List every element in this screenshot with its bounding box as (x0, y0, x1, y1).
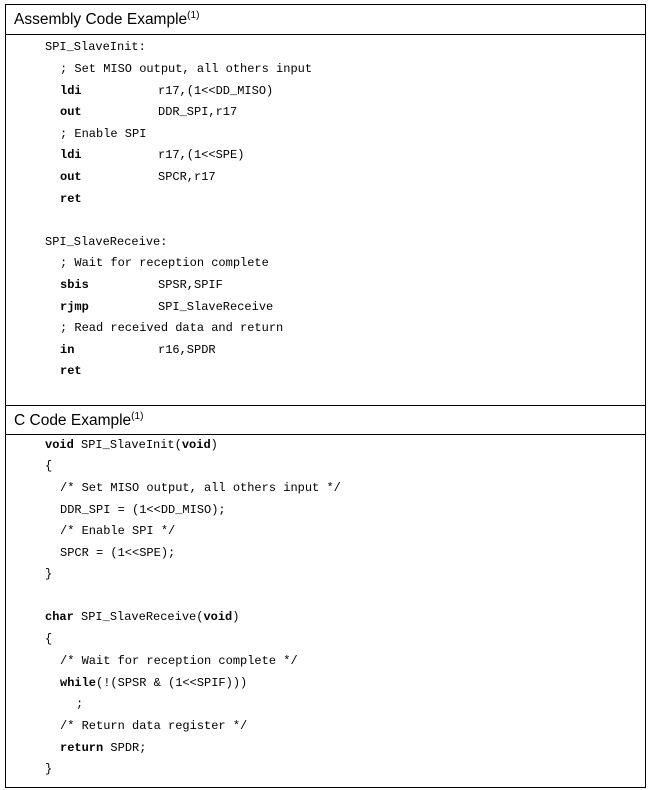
c-brace: } (45, 762, 53, 776)
asm-label-slaveinit: SPI_SlaveInit: (45, 40, 146, 54)
c-statement (60, 675, 247, 691)
asm-instruction: ldi (60, 148, 82, 162)
c-keyword: void (181, 438, 211, 452)
asm-operand: r17,(1<<SPE) (158, 148, 245, 162)
c-keyword: char (45, 610, 74, 624)
c-statement (60, 740, 146, 756)
asm-comment: ; Set MISO output, all others input (60, 62, 313, 76)
c-function-signature (45, 609, 239, 625)
asm-operand: r17,(1<<DD_MISO) (158, 84, 274, 98)
asm-operand: SPCR,r17 (158, 170, 216, 184)
assembly-title-note: (1) (187, 10, 200, 21)
asm-instruction: in (60, 343, 75, 357)
asm-line (60, 104, 238, 120)
asm-instruction: sbis (60, 278, 89, 292)
asm-instruction: ldi (60, 84, 82, 98)
asm-operand: SPI_SlaveReceive (158, 300, 274, 314)
c-comment: /* Set MISO output, all others input */ (60, 481, 341, 495)
c-brace: { (45, 459, 53, 473)
c-brace: { (45, 632, 53, 646)
c-statement: SPCR = (1<<SPE); (60, 546, 176, 560)
c-keyword: return (60, 741, 104, 755)
asm-operand: DDR_SPI,r17 (158, 105, 238, 119)
c-title-note: (1) (131, 411, 144, 422)
c-header (6, 405, 645, 435)
asm-line (60, 277, 223, 293)
assembly-title: Assembly Code Example (14, 11, 188, 28)
assembly-header (6, 5, 645, 35)
asm-line (60, 342, 216, 358)
asm-instruction: out (60, 170, 82, 184)
asm-comment: ; Enable SPI (60, 127, 147, 141)
asm-comment: ; Wait for reception complete (60, 256, 269, 270)
code-example-table (5, 4, 646, 788)
c-return-value: SPDR; (103, 741, 147, 755)
c-condition: (!(SPSR & (1<<SPIF))) (96, 676, 248, 690)
asm-line (60, 83, 274, 99)
c-code-block (6, 435, 645, 787)
assembly-code-block (6, 35, 645, 405)
asm-line (60, 169, 216, 185)
asm-comment: ; Read received data and return (60, 321, 284, 335)
asm-line (60, 147, 245, 163)
c-keyword: while (60, 676, 97, 690)
c-function-signature (45, 437, 218, 453)
asm-operand: SPSR,SPIF (158, 278, 223, 292)
c-brace: } (45, 567, 53, 581)
c-empty-statement: ; (76, 697, 84, 711)
asm-instruction: out (60, 105, 82, 119)
c-paren: ) (232, 610, 240, 624)
c-statement: DDR_SPI = (1<<DD_MISO); (60, 503, 226, 517)
asm-operand: r16,SPDR (158, 343, 216, 357)
asm-label-slavereceive: SPI_SlaveReceive: (45, 235, 168, 249)
c-keyword: void (45, 438, 74, 452)
asm-line (60, 299, 274, 315)
c-paren: ) (210, 438, 218, 452)
asm-instruction: rjmp (60, 300, 89, 314)
asm-instruction: ret (60, 364, 82, 378)
c-comment: /* Return data register */ (60, 719, 248, 733)
c-comment: /* Enable SPI */ (60, 524, 176, 538)
c-function-name: SPI_SlaveReceive( (73, 610, 204, 624)
c-keyword: void (203, 610, 233, 624)
c-function-name: SPI_SlaveInit( (73, 438, 182, 452)
c-title: C Code Example (14, 412, 132, 429)
c-comment: /* Wait for reception complete */ (60, 654, 298, 668)
asm-instruction: ret (60, 192, 82, 206)
